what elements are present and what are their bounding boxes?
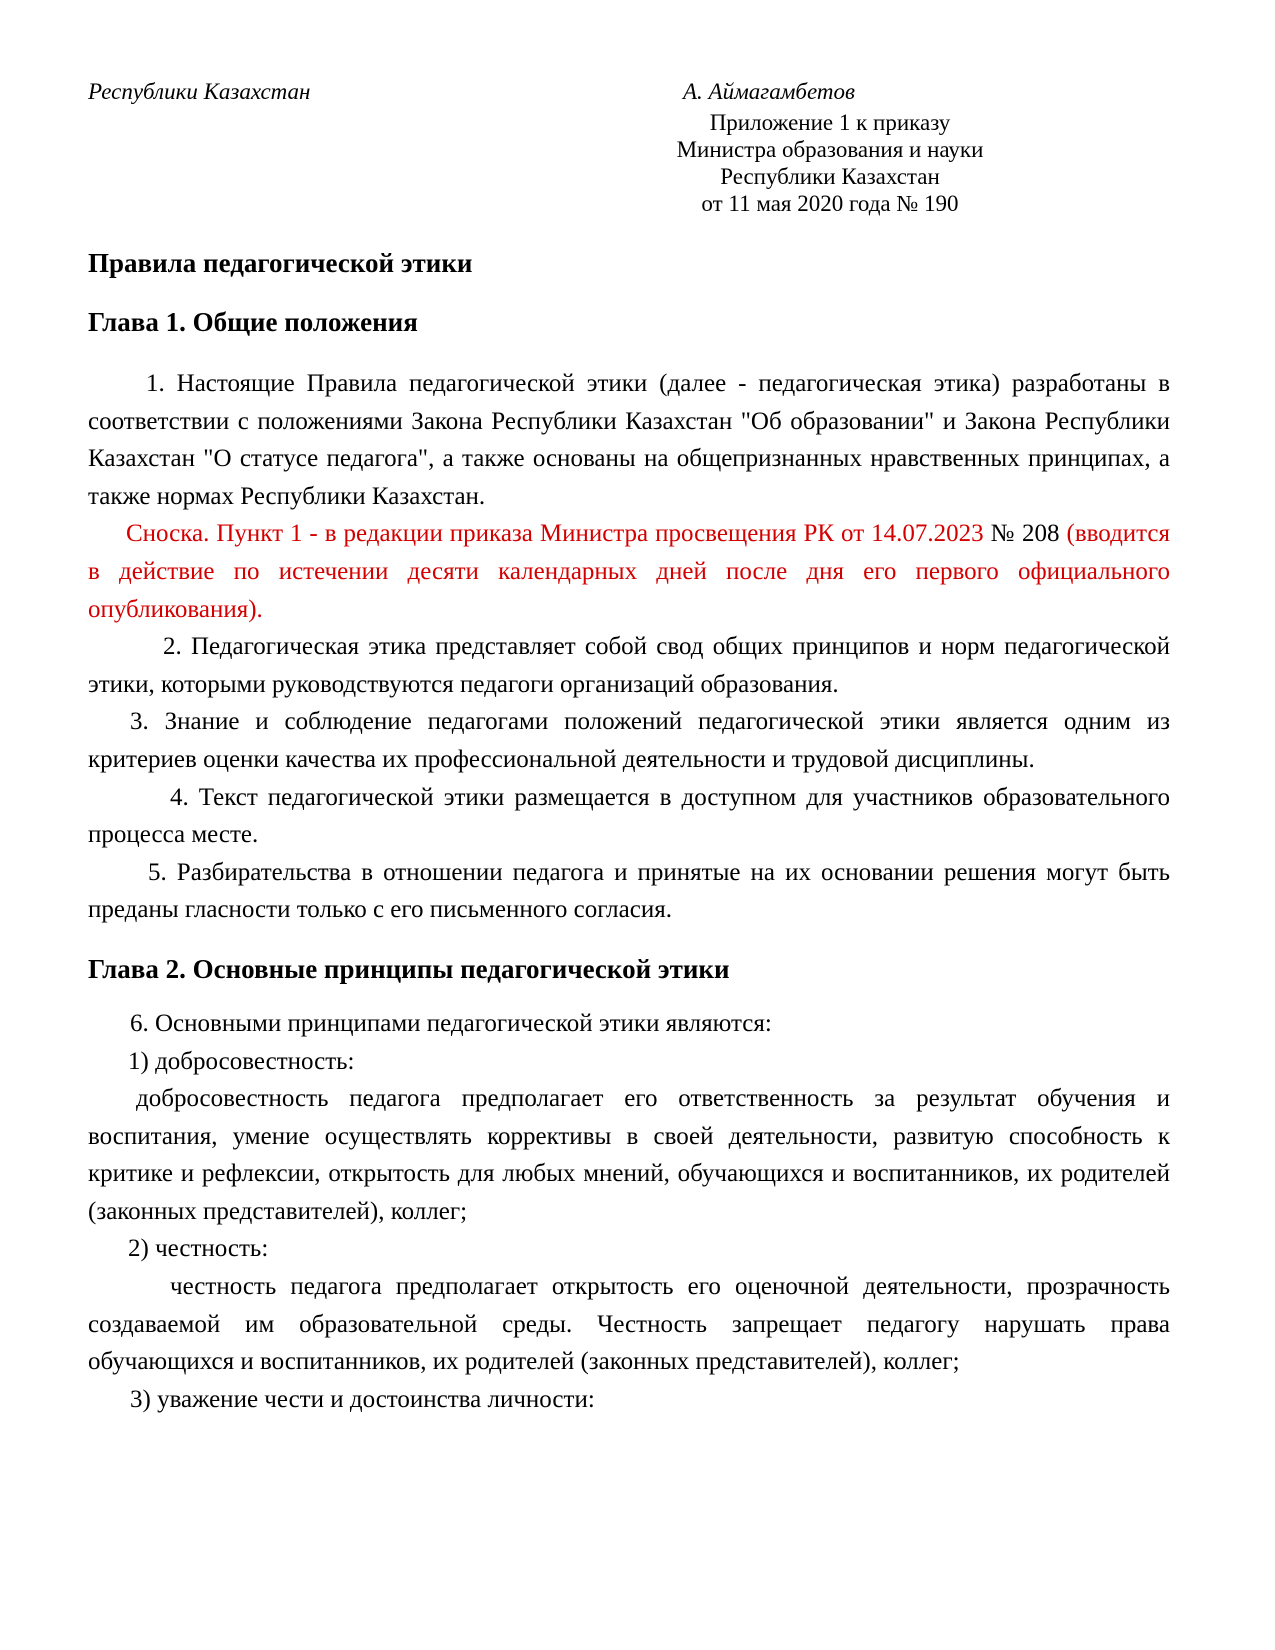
annex-line-2: Министра образования и науки — [676, 137, 984, 162]
principle-item-1-text: добросовестность педагога предполагает его ответственность за результат обучения и воспитания, умение осуществлять коррективы в своей деятельности, развитую способность к критике и рефлексии, открытость для любых мнений, обучающихся и воспитанников, их родителей (законных представителей), коллег; — [88, 1085, 1170, 1225]
annex-line-3: Республики Казахстан — [720, 164, 940, 189]
principle-item-2-text: честность педагога предполагает открытость его оценочной деятельности, прозрачность создаваемой им образовательной среды. Честность запрещает педагогу нарушать права обучающихся и воспитанников, их родителей (законных представителей), коллег; — [88, 1273, 1170, 1376]
document-title: Правила педагогической этики — [88, 248, 473, 278]
paragraph-2: 2. Педагогическая этика представляет собой свод общих принципов и норм педагогической этики, которыми руководствуются педагоги организаций образования. — [88, 633, 1170, 698]
principle-item-3-label: 3) уважение чести и достоинства личности: — [130, 1385, 595, 1413]
signatory-name: А. Аймагамбетов — [683, 79, 855, 104]
paragraph-6: 6. Основными принципами педагогической этики являются: — [130, 1009, 772, 1037]
paragraph-5: 5. Разбирательства в отношении педагога и принятые на их основании решения могут быть преданы гласности только с его письменного согласия. — [88, 858, 1170, 924]
footnote-red-part-2: (вводится в действие по истечении десяти календарных дней после дня его первого официального опубликования). — [88, 520, 1170, 623]
principle-item-1-label: 1) добросовестность: — [128, 1047, 355, 1075]
principle-item-2-label: 2) честность: — [128, 1235, 269, 1263]
annex-line-4: от 11 мая 2020 года № 190 — [701, 191, 959, 216]
annex-block — [600, 109, 1060, 217]
footnote-order-number: № 208 — [990, 520, 1067, 548]
footnote-paragraph — [88, 515, 1170, 628]
paragraph-1: 1. Настоящие Правила педагогической этики (далее - педагогическая этика) разработаны в соответствии с положениями Закона Республики Казахстан "Об образовании" и Закона Республики Казахстан "О статусе педагога", а также основаны на общепризнанных нравственных принципах, а также нормах Республики Казахстан. — [88, 370, 1170, 510]
paragraph-4: 4. Текст педагогической этики размещается в доступном для участников образовательного процесса месте. — [88, 783, 1170, 849]
footnote-red-part-1: Сноска. Пункт 1 - в редакции приказа Министра просвещения РК от 14.07.2023 — [126, 520, 991, 548]
header-left-text: Республики Казахстан — [88, 79, 311, 104]
page-header — [88, 78, 1170, 106]
chapter2-heading: Глава 2. Основные принципы педагогической этики — [88, 953, 730, 984]
chapter1-heading: Глава 1. Общие положения — [88, 307, 418, 337]
annex-line-1: Приложение 1 к приказу — [709, 110, 951, 135]
paragraph-3: 3. Знание и соблюдение педагогами положений педагогической этики является одним из критериев оценки качества их профессиональной деятельности и трудовой дисциплины. — [88, 708, 1170, 773]
